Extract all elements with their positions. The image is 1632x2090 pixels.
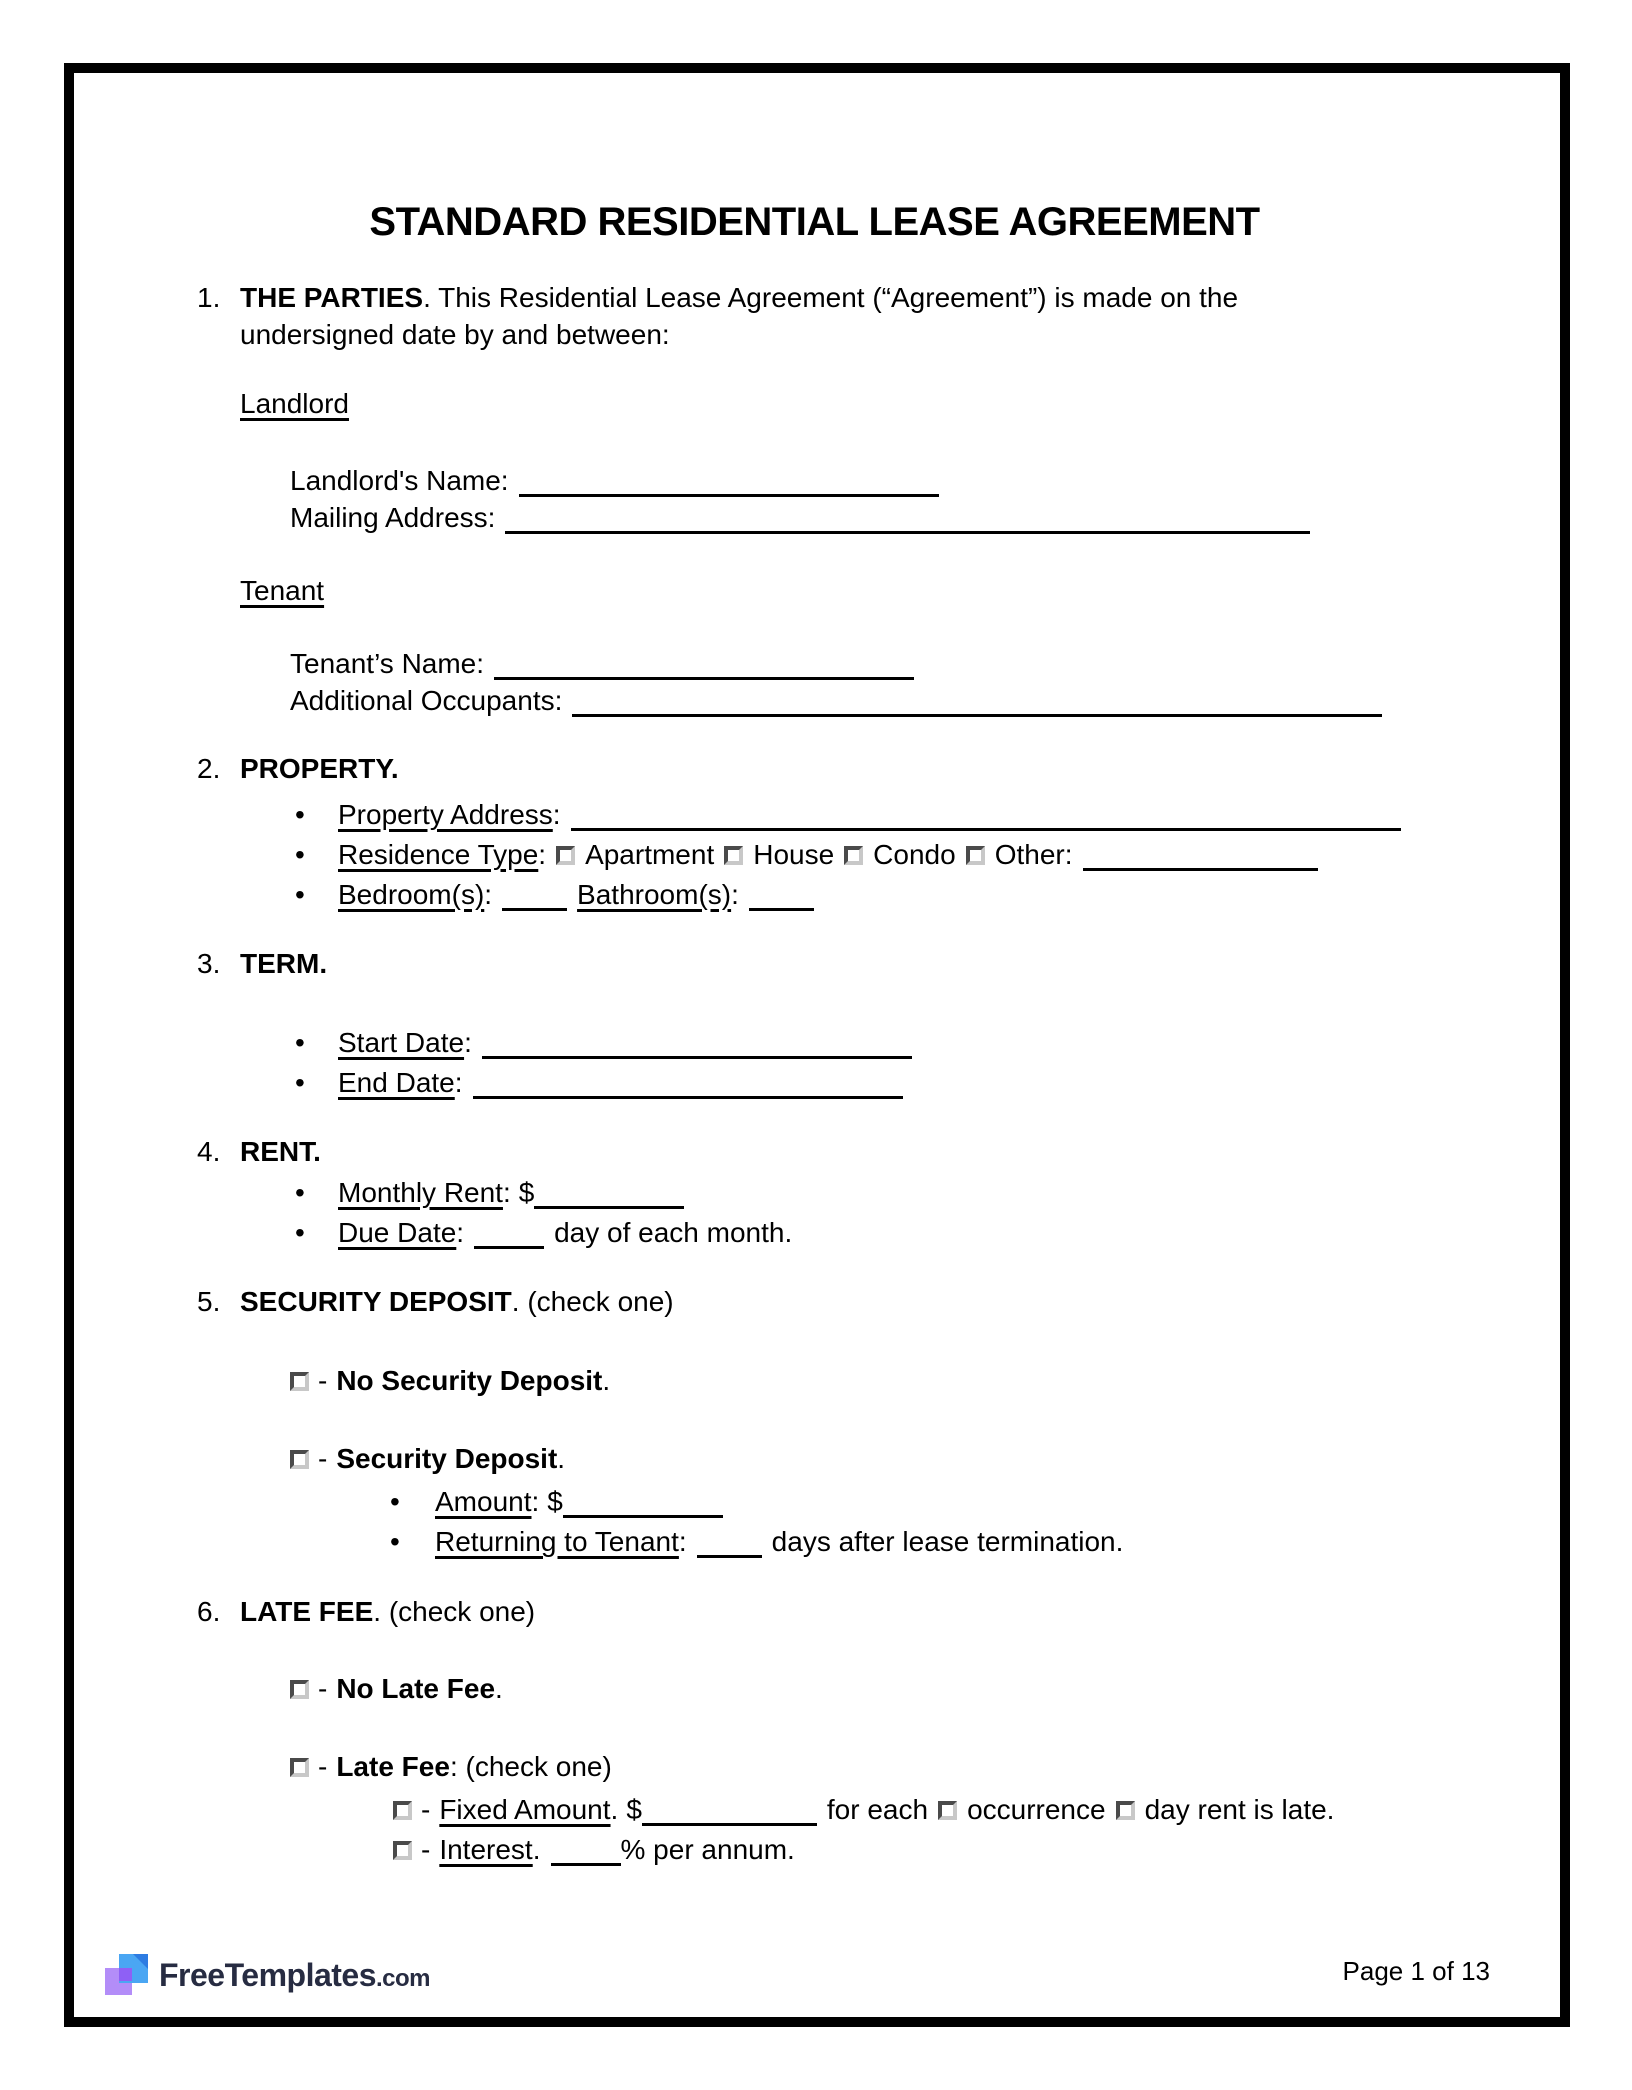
section-property <box>197 750 1432 915</box>
dollar-sign: $ <box>547 1486 563 1517</box>
fixed-amount-option: - Fixed Amount. $ for each occurrence day rent is late. <box>393 1790 1432 1830</box>
late-fee-option <box>290 1748 1432 1785</box>
freetemplates-logo-icon <box>105 1954 151 1998</box>
additional-occupants-blank[interactable] <box>572 700 1382 717</box>
freetemplates-logo <box>105 1954 430 2000</box>
tenant-name-label: Tenant’s Name: <box>290 648 485 679</box>
landlord-name-blank[interactable] <box>519 480 939 497</box>
bullet-icon: • <box>295 1067 305 1098</box>
occurrence-checkbox[interactable] <box>938 1801 957 1820</box>
term-heading: TERM. <box>240 948 328 979</box>
property-heading: PROPERTY. <box>240 753 399 784</box>
bedrooms-bathrooms-item: • Bedroom(s): Bathroom(s): <box>295 875 1432 915</box>
mailing-address-field <box>290 499 1432 536</box>
other-checkbox[interactable] <box>966 846 985 865</box>
dash-separator: - <box>318 1673 328 1704</box>
interest-suffix: % per annum. <box>620 1834 795 1865</box>
dash-separator: - <box>421 1794 431 1825</box>
security-deposit-heading: SECURITY DEPOSIT. (check one) <box>240 1286 674 1317</box>
section-the-parties <box>197 279 1432 719</box>
bullet-icon: • <box>295 839 305 870</box>
dash-separator: - <box>318 1365 328 1396</box>
section-late-fee <box>197 1593 1432 1870</box>
residence-type-item: • Residence Type: Apartment House Condo Other: <box>295 835 1432 875</box>
bullet-icon: • <box>295 1027 305 1058</box>
interest-rate-blank[interactable] <box>551 1849 621 1866</box>
deposit-amount-blank[interactable] <box>563 1501 723 1518</box>
section-term <box>197 945 1432 1103</box>
other-option-label: Other: <box>994 839 1073 870</box>
parties-heading: THE PARTIES <box>240 282 424 313</box>
condo-option-label: Condo <box>873 839 956 870</box>
due-date-suffix: day of each month. <box>554 1217 793 1248</box>
end-date-item: • End Date: <box>295 1063 1432 1103</box>
no-late-fee-option: - No Late Fee. <box>290 1670 1432 1707</box>
bedrooms-label: Bedroom(s) <box>338 879 485 910</box>
no-security-deposit-option: - No Security Deposit. <box>290 1362 1432 1399</box>
bullet-icon: • <box>295 1217 305 1248</box>
no-late-fee-label: No Late Fee <box>336 1673 496 1704</box>
returning-item: • Returning to Tenant: days after lease termination. <box>390 1522 1432 1562</box>
document-title: STANDARD RESIDENTIAL LEASE AGREEMENT <box>369 200 1260 244</box>
property-bullets <box>240 795 1432 915</box>
bullet-icon: • <box>390 1526 400 1557</box>
page-indicator: Page 1 of 13 <box>1342 1956 1490 1986</box>
house-option-label: House <box>753 839 835 870</box>
dollar-sign: $ <box>518 1177 535 1208</box>
tenant-name-field <box>290 645 1432 682</box>
fixed-amount-mid-text: for each <box>826 1794 929 1825</box>
mailing-address-label: Mailing Address: <box>290 502 496 533</box>
bullet-icon: • <box>295 879 305 910</box>
landlord-name-label: Landlord's Name: <box>290 465 509 496</box>
interest-checkbox[interactable] <box>393 1841 412 1860</box>
security-deposit-details <box>390 1482 1432 1562</box>
section-number: 3. <box>197 948 221 979</box>
page-border-frame <box>64 63 1570 2027</box>
section-rent <box>197 1133 1432 1253</box>
security-deposit-label: Security Deposit <box>336 1443 558 1474</box>
end-date-blank[interactable] <box>473 1082 903 1099</box>
bullet-icon: • <box>295 1177 305 1208</box>
condo-checkbox[interactable] <box>844 846 863 865</box>
due-date-label: Due Date <box>338 1217 457 1248</box>
late-fee-label: Late Fee <box>336 1751 450 1782</box>
tenant-fields <box>290 645 1432 719</box>
monthly-rent-item: • Monthly Rent: $ <box>295 1173 1432 1213</box>
day-rent-late-label: day rent is late. <box>1144 1794 1335 1825</box>
day-rent-late-checkbox[interactable] <box>1116 1801 1135 1820</box>
late-fee-heading: LATE FEE. (check one) <box>240 1596 536 1627</box>
no-security-deposit-label: No Security Deposit <box>336 1365 603 1396</box>
fixed-amount-label: Fixed Amount <box>439 1794 611 1825</box>
monthly-rent-blank[interactable] <box>534 1192 684 1209</box>
occurrence-label: occurrence <box>967 1794 1106 1825</box>
dash-separator: - <box>318 1443 328 1474</box>
late-fee-details <box>240 1790 1432 1870</box>
section-number: 1. <box>197 282 221 313</box>
house-checkbox[interactable] <box>724 846 743 865</box>
start-date-blank[interactable] <box>482 1042 912 1059</box>
residence-type-label: Residence Type <box>338 839 539 870</box>
end-date-label: End Date <box>338 1067 455 1098</box>
logo-overlap-square <box>119 1968 132 1981</box>
term-bullets <box>240 1023 1432 1103</box>
parties-intro: THE PARTIES. This Residential Lease Agreement (“Agreement”) is made on the undersigned date by and between: <box>240 282 1239 350</box>
rent-heading: RENT. <box>240 1136 321 1167</box>
amount-item: • Amount: $ <box>390 1482 1432 1522</box>
mailing-address-blank[interactable] <box>505 517 1310 534</box>
landlord-name-field <box>290 462 1432 499</box>
monthly-rent-label: Monthly Rent <box>338 1177 503 1208</box>
section-number: 4. <box>197 1136 221 1167</box>
interest-label: Interest <box>439 1834 533 1865</box>
no-late-fee-checkbox[interactable] <box>290 1680 309 1699</box>
additional-occupants-label: Additional Occupants: <box>290 685 563 716</box>
tenant-name-blank[interactable] <box>494 663 914 680</box>
section-number: 6. <box>197 1596 221 1627</box>
section-security-deposit <box>197 1283 1432 1562</box>
bullet-icon: • <box>390 1486 400 1517</box>
apartment-option-label: Apartment <box>585 839 715 870</box>
other-residence-blank[interactable] <box>1083 854 1318 871</box>
dash-separator: - <box>421 1834 431 1865</box>
bathrooms-label: Bathroom(s) <box>577 879 732 910</box>
due-date-blank[interactable] <box>474 1232 544 1249</box>
fixed-amount-blank[interactable] <box>642 1809 817 1826</box>
late-fee-checkbox[interactable] <box>290 1758 309 1777</box>
property-address-blank[interactable] <box>571 814 1401 831</box>
dash-separator: - <box>318 1751 328 1782</box>
property-address-item: • Property Address: <box>295 795 1432 835</box>
property-address-label: Property Address <box>338 799 553 830</box>
due-date-item: • Due Date: day of each month. <box>295 1213 1432 1253</box>
tenant-heading: Tenant <box>240 575 325 606</box>
apartment-checkbox[interactable] <box>556 846 575 865</box>
landlord-heading: Landlord <box>240 388 349 419</box>
dollar-sign: $ <box>626 1794 642 1825</box>
security-deposit-option: - Security Deposit. <box>290 1440 1432 1477</box>
bathrooms-blank[interactable] <box>749 894 814 911</box>
interest-option: - Interest. % per annum. <box>393 1830 1432 1870</box>
page-content <box>74 73 1560 1870</box>
start-date-item: • Start Date: <box>295 1023 1432 1063</box>
fixed-amount-checkbox[interactable] <box>393 1801 412 1820</box>
bullet-icon: • <box>295 799 305 830</box>
returning-days-blank[interactable] <box>697 1541 762 1558</box>
no-security-deposit-checkbox[interactable] <box>290 1372 309 1391</box>
amount-label: Amount <box>435 1486 532 1517</box>
bedrooms-blank[interactable] <box>502 894 567 911</box>
returning-suffix: days after lease termination. <box>771 1526 1124 1557</box>
section-number: 5. <box>197 1286 221 1317</box>
start-date-label: Start Date <box>338 1027 465 1058</box>
returning-label: Returning to Tenant <box>435 1526 679 1557</box>
landlord-fields <box>290 462 1432 536</box>
section-number: 2. <box>197 753 221 784</box>
logo-tld: .com <box>376 1965 431 1992</box>
logo-wordmark: FreeTemplates.com <box>159 1957 431 1993</box>
rent-bullets <box>240 1173 1432 1253</box>
security-deposit-checkbox[interactable] <box>290 1450 309 1469</box>
additional-occupants-field <box>290 682 1432 719</box>
late-fee-label-suffix: : (check one) <box>449 1751 612 1782</box>
